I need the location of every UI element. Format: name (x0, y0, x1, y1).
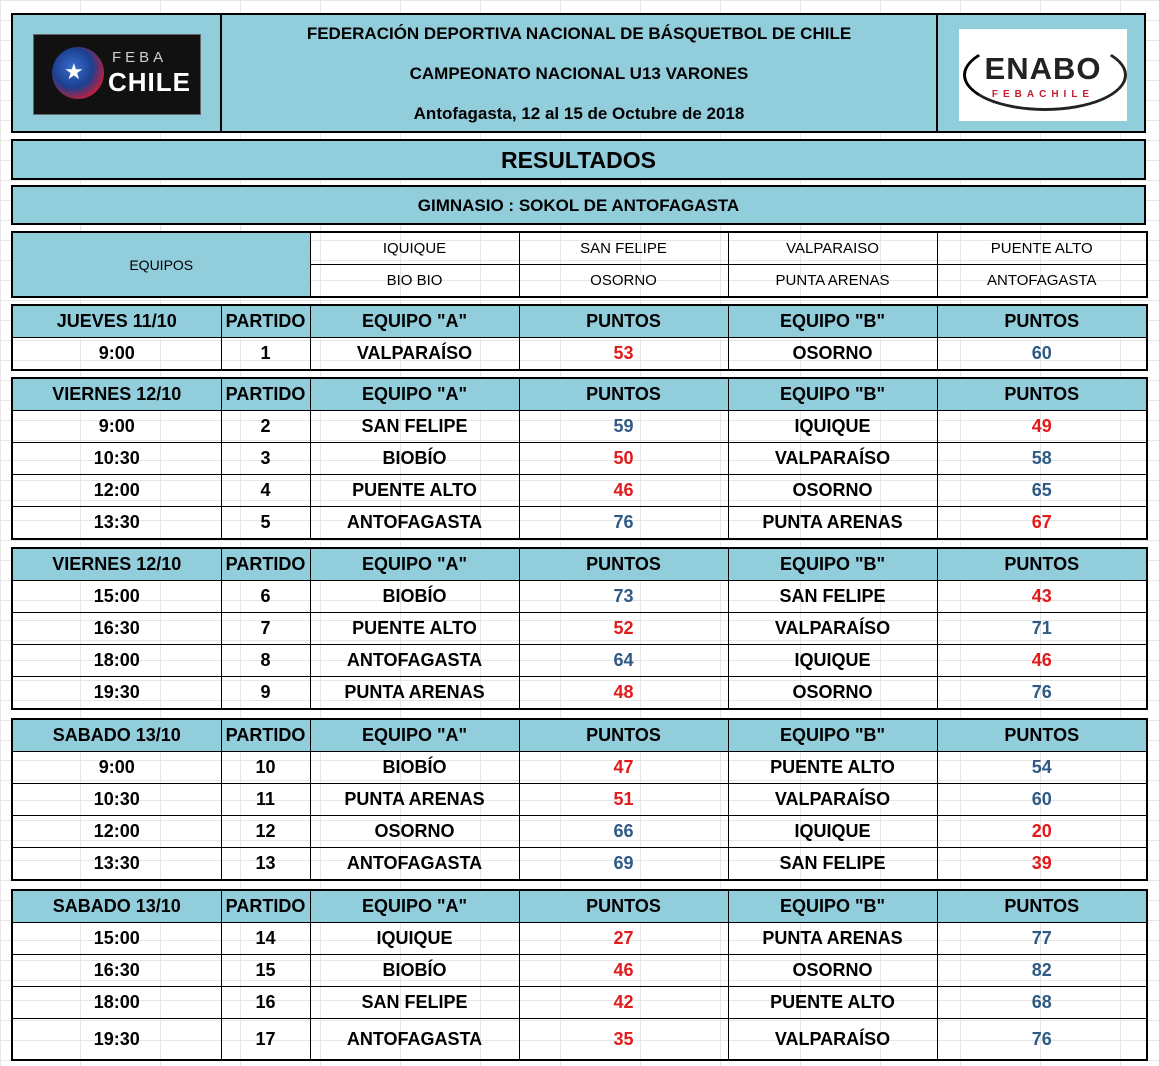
points-a: 48 (519, 677, 728, 710)
day-label: SABADO 13/10 (12, 719, 221, 752)
team-a: OSORNO (310, 816, 519, 848)
team-b: IQUIQUE (728, 645, 937, 677)
game-time: 9:00 (12, 338, 221, 371)
day-header-row (12, 378, 1147, 411)
team-a: BIOBÍO (310, 955, 519, 987)
points-b: 76 (937, 1019, 1147, 1061)
points-b: 71 (937, 613, 1147, 645)
game-number: 7 (221, 613, 310, 645)
day-header-row (12, 305, 1147, 338)
event-date-location: Antofagasta, 12 al 15 de Octubre de 2018 (413, 104, 745, 123)
team-a: BIOBÍO (310, 752, 519, 784)
points-header: PUNTOS (519, 305, 728, 338)
team-b: SAN FELIPE (728, 848, 937, 881)
game-number: 5 (221, 507, 310, 540)
points-header: PUNTOS (937, 890, 1147, 923)
team-a-header: EQUIPO "A" (310, 719, 519, 752)
team-b: IQUIQUE (728, 411, 937, 443)
team-b: VALPARAÍSO (728, 784, 937, 816)
logo-left-cell (13, 15, 222, 131)
points-header: PUNTOS (937, 719, 1147, 752)
points-b: 60 (937, 338, 1147, 371)
team-name: PUENTE ALTO (937, 232, 1147, 265)
day-label: SABADO 13/10 (12, 890, 221, 923)
points-a: 35 (519, 1019, 728, 1061)
points-a: 76 (519, 507, 728, 540)
points-a: 46 (519, 955, 728, 987)
points-a: 53 (519, 338, 728, 371)
points-b: 58 (937, 443, 1147, 475)
game-number: 10 (221, 752, 310, 784)
venue-banner: GIMNASIO : SOKOL DE ANTOFAGASTA (11, 185, 1146, 225)
team-a: ANTOFAGASTA (310, 507, 519, 540)
points-a: 66 (519, 816, 728, 848)
game-number: 3 (221, 443, 310, 475)
points-b: 76 (937, 677, 1147, 710)
game-row (12, 411, 1147, 443)
game-row (12, 955, 1147, 987)
team-b: VALPARAÍSO (728, 613, 937, 645)
team-a: ANTOFAGASTA (310, 848, 519, 881)
game-row (12, 752, 1147, 784)
game-time: 10:30 (12, 784, 221, 816)
points-a: 50 (519, 443, 728, 475)
points-a: 27 (519, 923, 728, 955)
points-b: 46 (937, 645, 1147, 677)
game-number: 17 (221, 1019, 310, 1061)
points-a: 52 (519, 613, 728, 645)
points-b: 39 (937, 848, 1147, 881)
points-b: 49 (937, 411, 1147, 443)
points-header: PUNTOS (937, 548, 1147, 581)
teams-label: EQUIPOS (12, 232, 310, 297)
game-row (12, 848, 1147, 881)
game-time: 18:00 (12, 645, 221, 677)
game-time: 12:00 (12, 816, 221, 848)
points-header: PUNTOS (937, 305, 1147, 338)
points-header: PUNTOS (937, 378, 1147, 411)
points-a: 59 (519, 411, 728, 443)
results-title: RESULTADOS (11, 139, 1146, 180)
team-name: BIO BIO (310, 265, 519, 298)
team-a-header: EQUIPO "A" (310, 305, 519, 338)
game-time: 18:00 (12, 987, 221, 1019)
game-time: 19:30 (12, 677, 221, 710)
team-a: SAN FELIPE (310, 411, 519, 443)
team-b: PUNTA ARENAS (728, 923, 937, 955)
header-title-cell (222, 15, 938, 131)
game-number: 1 (221, 338, 310, 371)
points-a: 64 (519, 645, 728, 677)
team-name: SAN FELIPE (519, 232, 728, 265)
points-b: 82 (937, 955, 1147, 987)
febachile-logo-text: FEBACHILE (991, 89, 1095, 100)
star-icon: ★ (64, 59, 84, 84)
day-label: VIERNES 12/10 (12, 548, 221, 581)
team-name: OSORNO (519, 265, 728, 298)
enabo-logo-text: ENABO (984, 51, 1102, 86)
points-a: 51 (519, 784, 728, 816)
document-header (11, 13, 1146, 133)
chile-logo-text: CHILE (108, 67, 191, 97)
game-number: 12 (221, 816, 310, 848)
team-b-header: EQUIPO "B" (728, 378, 937, 411)
game-number: 2 (221, 411, 310, 443)
team-b: IQUIQUE (728, 816, 937, 848)
points-b: 20 (937, 816, 1147, 848)
game-row (12, 338, 1147, 371)
game-number: 14 (221, 923, 310, 955)
game-time: 9:00 (12, 752, 221, 784)
day-table (11, 547, 1148, 710)
points-header: PUNTOS (519, 548, 728, 581)
team-b: OSORNO (728, 677, 937, 710)
day-header-row (12, 719, 1147, 752)
partido-header: PARTIDO (221, 890, 310, 923)
team-name: VALPARAISO (728, 232, 937, 265)
game-row (12, 443, 1147, 475)
points-header: PUNTOS (519, 719, 728, 752)
points-b: 60 (937, 784, 1147, 816)
team-a-header: EQUIPO "A" (310, 378, 519, 411)
team-b-header: EQUIPO "B" (728, 890, 937, 923)
game-number: 6 (221, 581, 310, 613)
game-time: 19:30 (12, 1019, 221, 1061)
game-row (12, 1019, 1147, 1061)
partido-header: PARTIDO (221, 378, 310, 411)
game-row (12, 645, 1147, 677)
team-a: BIOBÍO (310, 443, 519, 475)
day-header-row (12, 890, 1147, 923)
game-row (12, 677, 1147, 710)
game-time: 12:00 (12, 475, 221, 507)
day-label: JUEVES 11/10 (12, 305, 221, 338)
game-row (12, 987, 1147, 1019)
day-label: VIERNES 12/10 (12, 378, 221, 411)
logo-right-cell (938, 15, 1144, 131)
team-b: PUENTE ALTO (728, 987, 937, 1019)
team-b: VALPARAÍSO (728, 443, 937, 475)
points-b: 65 (937, 475, 1147, 507)
points-a: 42 (519, 987, 728, 1019)
game-row (12, 507, 1147, 540)
team-name: PUNTA ARENAS (728, 265, 937, 298)
teams-table (11, 231, 1148, 298)
game-number: 9 (221, 677, 310, 710)
game-number: 15 (221, 955, 310, 987)
game-row (12, 816, 1147, 848)
game-time: 13:30 (12, 848, 221, 881)
championship-title: CAMPEONATO NACIONAL U13 VARONES (409, 64, 749, 83)
points-a: 47 (519, 752, 728, 784)
game-number: 16 (221, 987, 310, 1019)
team-b: OSORNO (728, 475, 937, 507)
team-a: PUNTA ARENAS (310, 677, 519, 710)
game-time: 15:00 (12, 581, 221, 613)
team-a-header: EQUIPO "A" (310, 890, 519, 923)
day-table (11, 377, 1148, 540)
game-time: 15:00 (12, 923, 221, 955)
team-a: BIOBÍO (310, 581, 519, 613)
team-name: ANTOFAGASTA (937, 265, 1147, 298)
points-b: 68 (937, 987, 1147, 1019)
game-row (12, 613, 1147, 645)
game-time: 9:00 (12, 411, 221, 443)
game-row (12, 581, 1147, 613)
points-b: 43 (937, 581, 1147, 613)
points-a: 73 (519, 581, 728, 613)
federation-title: FEDERACIÓN DEPORTIVA NACIONAL DE BÁSQUETBOL DE CHILE (306, 24, 852, 43)
points-b: 54 (937, 752, 1147, 784)
partido-header: PARTIDO (221, 305, 310, 338)
team-name: IQUIQUE (310, 232, 519, 265)
team-a: ANTOFAGASTA (310, 645, 519, 677)
team-a: PUENTE ALTO (310, 475, 519, 507)
team-a: VALPARAÍSO (310, 338, 519, 371)
team-b: OSORNO (728, 338, 937, 371)
enabo-logo (959, 29, 1127, 121)
game-time: 16:30 (12, 955, 221, 987)
team-b: PUNTA ARENAS (728, 507, 937, 540)
game-time: 13:30 (12, 507, 221, 540)
team-b: VALPARAÍSO (728, 1019, 937, 1061)
feba-logo-text: FEBA (112, 49, 168, 66)
game-number: 11 (221, 784, 310, 816)
team-a: IQUIQUE (310, 923, 519, 955)
points-header: PUNTOS (519, 378, 728, 411)
day-table (11, 889, 1148, 1061)
game-time: 10:30 (12, 443, 221, 475)
team-b-header: EQUIPO "B" (728, 548, 937, 581)
team-a: PUNTA ARENAS (310, 784, 519, 816)
partido-header: PARTIDO (221, 719, 310, 752)
points-a: 69 (519, 848, 728, 881)
partido-header: PARTIDO (221, 548, 310, 581)
game-row (12, 475, 1147, 507)
team-a-header: EQUIPO "A" (310, 548, 519, 581)
team-b-header: EQUIPO "B" (728, 305, 937, 338)
team-b: OSORNO (728, 955, 937, 987)
day-table (11, 304, 1148, 371)
team-a: PUENTE ALTO (310, 613, 519, 645)
points-a: 46 (519, 475, 728, 507)
team-a: ANTOFAGASTA (310, 1019, 519, 1061)
points-b: 67 (937, 507, 1147, 540)
game-time: 16:30 (12, 613, 221, 645)
points-b: 77 (937, 923, 1147, 955)
day-header-row (12, 548, 1147, 581)
day-table (11, 718, 1148, 881)
game-number: 8 (221, 645, 310, 677)
game-row (12, 784, 1147, 816)
team-b: SAN FELIPE (728, 581, 937, 613)
team-b-header: EQUIPO "B" (728, 719, 937, 752)
points-header: PUNTOS (519, 890, 728, 923)
feba-chile-logo (33, 34, 201, 115)
game-row (12, 923, 1147, 955)
team-a: SAN FELIPE (310, 987, 519, 1019)
game-number: 4 (221, 475, 310, 507)
team-b: PUENTE ALTO (728, 752, 937, 784)
game-number: 13 (221, 848, 310, 881)
teams-row (12, 232, 1147, 265)
